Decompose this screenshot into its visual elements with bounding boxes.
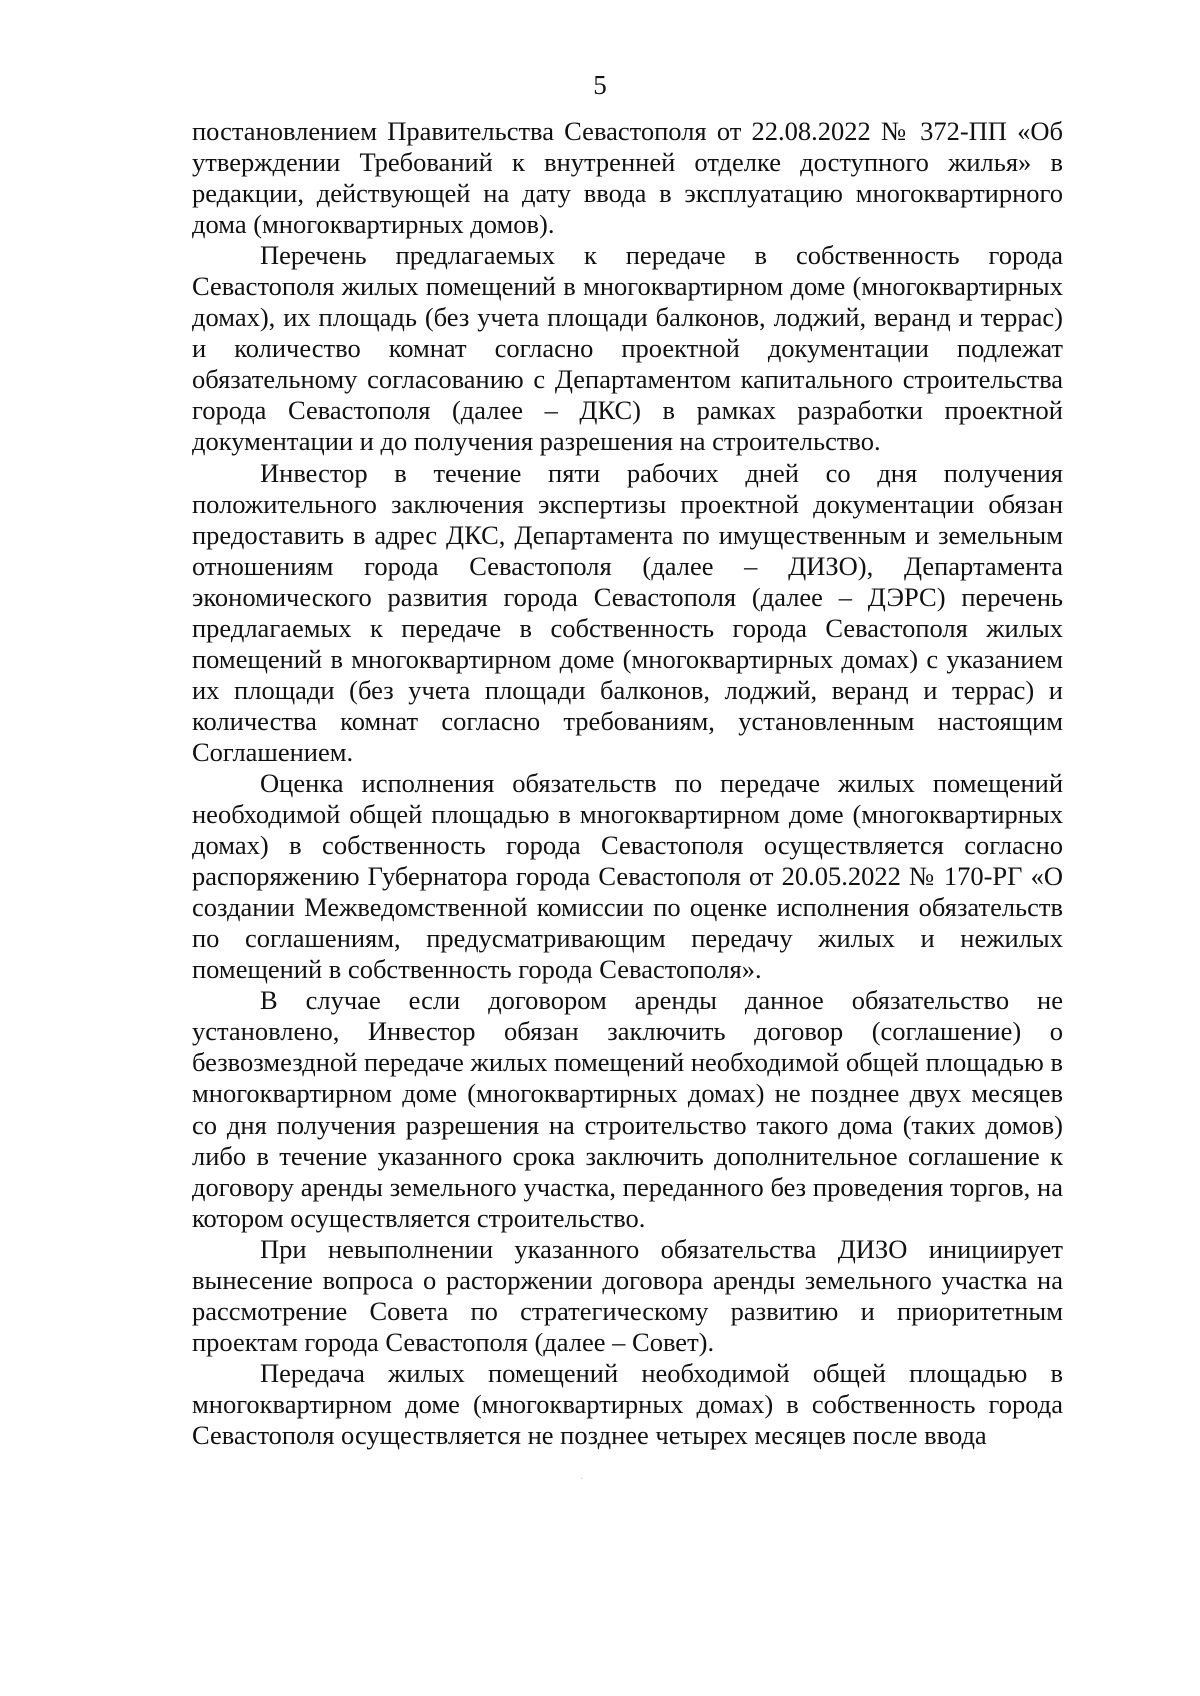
paragraph-continuation: постановлением Правительства Севастополя от 22.08.2022 № 372-ПП «Об утверждении Требований к внутренней отделке доступного жилья» в редакции, действующей на дату ввода в эксплуатацию многоквартирного дома (многоквартирных домов). xyxy=(192,116,1063,240)
paragraph-evaluation: Оценка исполнения обязательств по передаче жилых помещений необходимой общей площадью в многоквартирном доме (многоквартирных домах) в собственность города Севастополя осуществляется согласно распоряжению Губернатора города Севастополя от 20.05.2022 № 170-РГ «О создании Межведомственной комиссии по оценке исполнения обязательств по соглашениям, предусматривающим передачу жилых и нежилых помещений в собственность города Севастополя». xyxy=(192,767,1063,985)
page-number: 5 xyxy=(593,70,607,100)
paragraph-apartment-list: Перечень предлагаемых к передаче в собственность города Севастополя жилых помещений в многоквартирном доме (многоквартирных домах), их площадь (без учета площади балконов, лоджий, веранд и террас) и количество комнат согласно проектной документации подлежат обязательному согласованию с Департаментом капитального строительства города Севастополя (далее – ДКС) в рамках разработки проектной документации и до получения разрешения на строительство. xyxy=(192,240,1063,457)
paragraph-non-fulfillment: При невыполнении указанного обязательства ДИЗО инициирует вынесение вопроса о расторжении договора аренды земельного участка на рассмотрение Совета по стратегическому развитию и приоритетным проектам города Севастополя (далее – Совет). xyxy=(192,1233,1063,1357)
paragraph-transfer: Передача жилых помещений необходимой общей площадью в многоквартирном доме (многоквартирных домах) в собственность города Севастополя осуществляется не позднее четырех месяцев после ввода xyxy=(192,1357,1063,1450)
paragraph-lease-agreement: В случае если договором аренды данное обязательство не установлено, Инвестор обязан заключить договор (соглашение) о безвозмездной передаче жилых помещений необходимой общей площадью в многоквартирном доме (многоквартирных домах) не позднее двух месяцев со дня получения разрешения на строительство такого дома (таких домов) либо в течение указанного срока заключить дополнительное соглашение к договору аренды земельного участка, переданного без проведения торгов, на котором осуществляется строительство. xyxy=(192,985,1063,1233)
scan-artifact: · xyxy=(577,1473,587,1485)
paragraph-investor-obligation: Инвестор в течение пяти рабочих дней со дня получения положительного заключения экспертизы проектной документации обязан предоставить в адрес ДКС, Департамента по имущественным и земельным отношениям города Севастополя (далее – ДИЗО), Департамента экономического развития города Севастополя (далее – ДЭРС) перечень предлагаемых к передаче в собственность города Севастополя жилых помещений в многоквартирном доме (многоквартирных домах) с указанием их площади (без учета площади балконов, лоджий, веранд и террас) и количества комнат согласно требованиям, установленным настоящим Соглашением. xyxy=(192,457,1063,767)
document-body xyxy=(192,116,1063,1451)
